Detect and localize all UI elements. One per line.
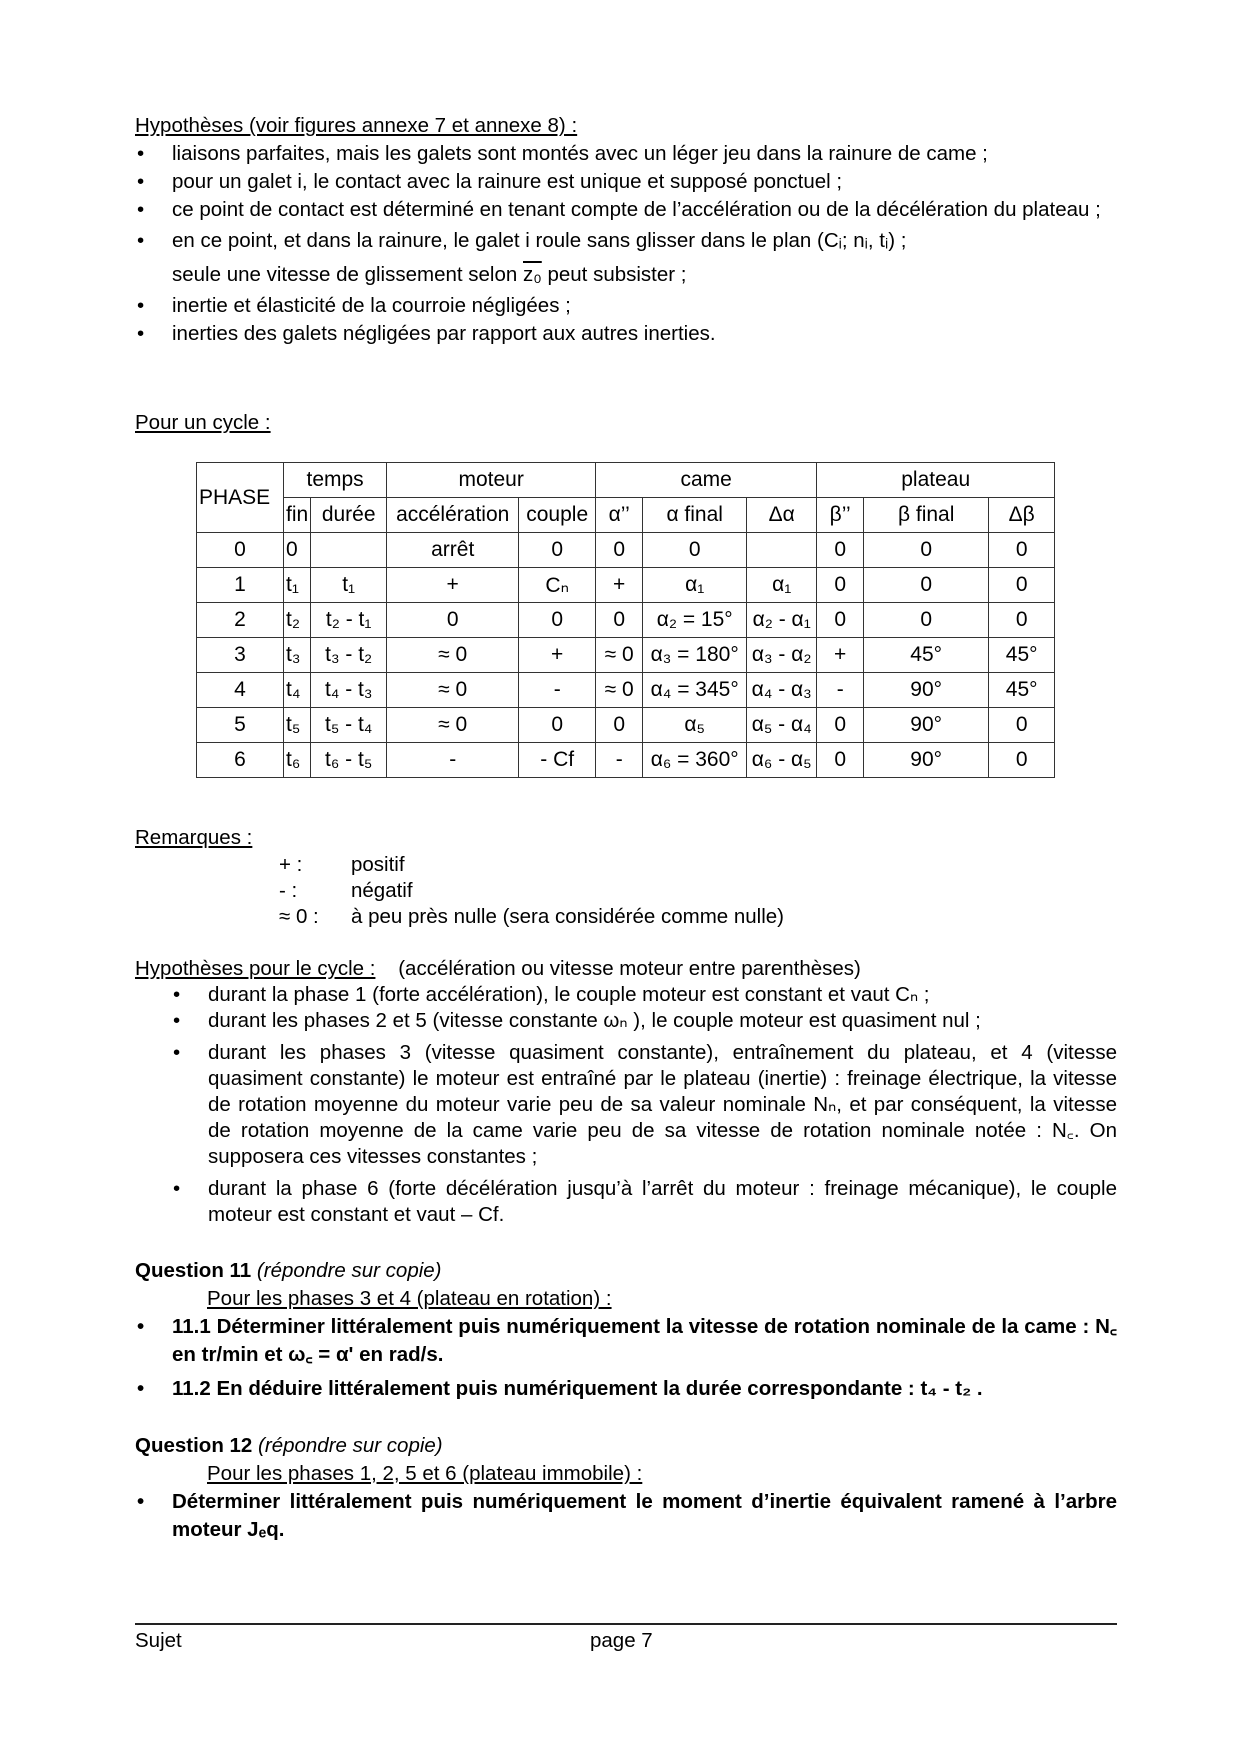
table-cell: t₆ - t₅ xyxy=(311,743,387,778)
table-cell: 90° xyxy=(864,673,989,708)
table-cell: 0 xyxy=(817,708,864,743)
hypotheses-title: Hypothèses (voir figures annexe 7 et annexe 8) : xyxy=(135,114,578,137)
cycle-hypotheses-section xyxy=(135,956,1117,1228)
table-cell: 45° xyxy=(864,638,989,673)
table-cell: + xyxy=(596,568,643,603)
table-cell: α₃ - α₂ xyxy=(747,638,817,673)
table-cell: - xyxy=(817,673,864,708)
table-cell: 0 xyxy=(197,533,284,568)
subheader-cell: α’’ xyxy=(596,498,643,533)
table-cell: 4 xyxy=(197,673,284,708)
table-cell: 0 xyxy=(519,603,596,638)
remarques-title: Remarques : xyxy=(135,826,253,849)
table-cell: ≈ 0 xyxy=(387,708,519,743)
table-row xyxy=(197,533,1055,568)
table-cell: α₅ xyxy=(643,708,747,743)
cycle-title: Pour un cycle : xyxy=(135,411,271,434)
table-cell xyxy=(311,533,387,568)
header-plateau: plateau xyxy=(817,463,1055,498)
table-cell: 5 xyxy=(197,708,284,743)
table-cell: 90° xyxy=(864,743,989,778)
table-row xyxy=(197,708,1055,743)
table-cell: 0 xyxy=(817,533,864,568)
header-temps: temps xyxy=(284,463,387,498)
footer-label: Sujet xyxy=(135,1629,182,1652)
table-cell: α₅ - α₄ xyxy=(747,708,817,743)
table-cell: - xyxy=(519,673,596,708)
question-item: • 11.2 En déduire littéralement puis numériquement la durée correspondante : t₄ - t₂ . xyxy=(135,1375,1117,1403)
table-cell: t₂ - t₁ xyxy=(311,603,387,638)
table-cell: 1 xyxy=(197,568,284,603)
table-cell: 0 xyxy=(817,568,864,603)
subheader-cell: durée xyxy=(311,498,387,533)
list-item: • durant les phases 3 (vitesse quasiment constante), entraînement du plateau, et 4 (vitesse quasiment constante) le moteur est entraîné par le plateau (inertie) : freinage électrique, la vitesse de rotation moyenne du moteur varie peu de sa valeur nominale Nₙ, et par conséquent, la vitesse de rotation moyenne de la came varie peu de sa vitesse de rotation nominale notée : N꜀. On supposera ces vitesses constantes ; xyxy=(135,1040,1117,1170)
table-header-row xyxy=(197,463,1055,498)
subheader-cell: accélération xyxy=(387,498,519,533)
table-cell: 0 xyxy=(596,708,643,743)
table-cell: 45° xyxy=(989,673,1055,708)
list-item: • inerties des galets négligées par rapport aux autres inerties. xyxy=(135,320,1117,348)
list-item: • inertie et élasticité de la courroie négligées ; xyxy=(135,292,1117,320)
table-cell xyxy=(747,533,817,568)
table-cell: 6 xyxy=(197,743,284,778)
question-hint: (répondre sur copie) xyxy=(258,1434,443,1457)
table-cell: 0 xyxy=(864,603,989,638)
table-cell: 0 xyxy=(864,568,989,603)
table-cell: t₆ xyxy=(284,743,311,778)
table-cell: + xyxy=(519,638,596,673)
table-cell: 3 xyxy=(197,638,284,673)
table-cell: - xyxy=(387,743,519,778)
table-subheader-row xyxy=(197,498,1055,533)
table-cell: 0 xyxy=(989,568,1055,603)
plane-expression: (Cᵢ; nᵢ, tᵢ) ; xyxy=(817,229,907,252)
subheader-cell: Δβ xyxy=(989,498,1055,533)
cycle-table xyxy=(196,462,1055,778)
z0-vector: z₀ xyxy=(523,263,542,286)
remarque-text: négatif xyxy=(351,879,413,902)
table-cell: 90° xyxy=(864,708,989,743)
header-phase: PHASE xyxy=(197,463,284,533)
table-cell: α₂ = 15° xyxy=(643,603,747,638)
list-item: • durant les phases 2 et 5 (vitesse constante ωₙ ), le couple moteur est quasiment nul ; xyxy=(135,1008,1117,1034)
table-cell: α₄ - α₃ xyxy=(747,673,817,708)
question-title: Question 11 xyxy=(135,1259,252,1282)
table-cell: t₅ xyxy=(284,708,311,743)
table-cell: 0 xyxy=(864,533,989,568)
question-context: Pour les phases 1, 2, 5 et 6 (plateau immobile) : xyxy=(207,1462,643,1485)
table-cell: 0 xyxy=(989,603,1055,638)
list-item xyxy=(135,227,1117,289)
subheader-cell: β’’ xyxy=(817,498,864,533)
table-cell: t₃ xyxy=(284,638,311,673)
table-cell: t₅ - t₄ xyxy=(311,708,387,743)
table-cell: 0 xyxy=(387,603,519,638)
table-cell: arrêt xyxy=(387,533,519,568)
table-cell: 0 xyxy=(596,533,643,568)
table-cell: 45° xyxy=(989,638,1055,673)
table-cell: 0 xyxy=(519,533,596,568)
list-item: • durant la phase 1 (forte accélération), le couple moteur est constant et vaut Cₙ ; xyxy=(135,982,1117,1008)
hypotheses-section xyxy=(135,112,1117,348)
remarque-text: positif xyxy=(351,853,405,876)
table-cell: t₁ xyxy=(311,568,387,603)
question-hint: (répondre sur copie) xyxy=(256,1259,442,1282)
table-cell: - xyxy=(596,743,643,778)
glissement-line xyxy=(172,261,1117,289)
table-cell: 0 xyxy=(989,743,1055,778)
page-number: page 7 xyxy=(590,1629,653,1652)
table-row xyxy=(197,638,1055,673)
table-row xyxy=(197,673,1055,708)
list-item: • ce point de contact est déterminé en tenant compte de l’accélération ou de la décélération du plateau ; xyxy=(135,196,1117,224)
list-item: • pour un galet i, le contact avec la rainure est unique et supposé ponctuel ; xyxy=(135,168,1117,196)
table-cell: ≈ 0 xyxy=(596,638,643,673)
subheader-cell: couple xyxy=(519,498,596,533)
question-title: Question 12 xyxy=(135,1434,253,1457)
table-cell: α₆ = 360° xyxy=(643,743,747,778)
table-cell: ≈ 0 xyxy=(596,673,643,708)
table-cell: 0 xyxy=(817,603,864,638)
table-cell: t₄ - t₃ xyxy=(311,673,387,708)
header-moteur: moteur xyxy=(387,463,596,498)
table-cell: 0 xyxy=(989,708,1055,743)
table-cell: t₁ xyxy=(284,568,311,603)
list-item-text: en ce point, et dans la rainure, le galet i roule sans glisser dans le plan xyxy=(172,229,812,252)
table-cell: Cₙ xyxy=(519,568,596,603)
question-context: Pour les phases 3 et 4 (plateau en rotation) : xyxy=(207,1287,612,1310)
question-item: • Déterminer littéralement puis numériquement le moment d’inertie équivalent ramené à l’arbre moteur Jₑq. xyxy=(135,1488,1117,1544)
table-cell: 0 xyxy=(989,533,1055,568)
table-cell: ≈ 0 xyxy=(387,673,519,708)
page-footer xyxy=(135,1623,1117,1652)
remarque-symbol: ≈ 0 : xyxy=(279,905,319,928)
table-cell: 0 xyxy=(817,743,864,778)
table-cell: + xyxy=(817,638,864,673)
glissement-text-end: peut subsister ; xyxy=(547,263,687,286)
table-cell: α₄ = 345° xyxy=(643,673,747,708)
table-cell: 0 xyxy=(643,533,747,568)
table-cell: t₄ xyxy=(284,673,311,708)
table-cell: 0 xyxy=(596,603,643,638)
table-row xyxy=(197,568,1055,603)
cycle-hyp-note: (accélération ou vitesse moteur entre parenthèses) xyxy=(398,957,861,980)
table-cell: 2 xyxy=(197,603,284,638)
header-came: came xyxy=(596,463,817,498)
list-item: • liaisons parfaites, mais les galets sont montés avec un léger jeu dans la rainure de came ; xyxy=(135,140,1117,168)
table-cell: α₁ xyxy=(747,568,817,603)
question-12 xyxy=(135,1432,1117,1544)
table-row xyxy=(197,603,1055,638)
subheader-cell: Δα xyxy=(747,498,817,533)
remarque-symbol: - : xyxy=(279,879,298,902)
table-cell: 0 xyxy=(519,708,596,743)
table-cell: t₂ xyxy=(284,603,311,638)
glissement-text: seule une vitesse de glissement selon xyxy=(172,263,518,286)
remarque-text: à peu près nulle (sera considérée comme nulle) xyxy=(351,905,785,928)
table-cell: α₁ xyxy=(643,568,747,603)
table-cell: - Cf xyxy=(519,743,596,778)
table-row xyxy=(197,743,1055,778)
question-item: • 11.1 Déterminer littéralement puis numériquement la vitesse de rotation nominale de la came : N꜀ en tr/min et ω꜀ = α' en rad/s. xyxy=(135,1313,1117,1369)
subheader-cell: β final xyxy=(864,498,989,533)
subheader-cell: fin xyxy=(284,498,311,533)
question-11 xyxy=(135,1257,1117,1403)
table-cell: α₃ = 180° xyxy=(643,638,747,673)
table-cell: α₂ - α₁ xyxy=(747,603,817,638)
table-cell: 0 xyxy=(284,533,311,568)
subheader-cell: α final xyxy=(643,498,747,533)
table-cell: t₃ - t₂ xyxy=(311,638,387,673)
cycle-hyp-title: Hypothèses pour le cycle : xyxy=(135,957,376,980)
list-item: • durant la phase 6 (forte décélération jusqu’à l’arrêt du moteur : freinage mécanique), le couple moteur est constant et vaut – Cf. xyxy=(135,1176,1117,1228)
table-cell: ≈ 0 xyxy=(387,638,519,673)
table-cell: + xyxy=(387,568,519,603)
table-cell: α₆ - α₅ xyxy=(747,743,817,778)
remarques-section xyxy=(135,824,1117,930)
remarque-symbol: + : xyxy=(279,853,303,876)
